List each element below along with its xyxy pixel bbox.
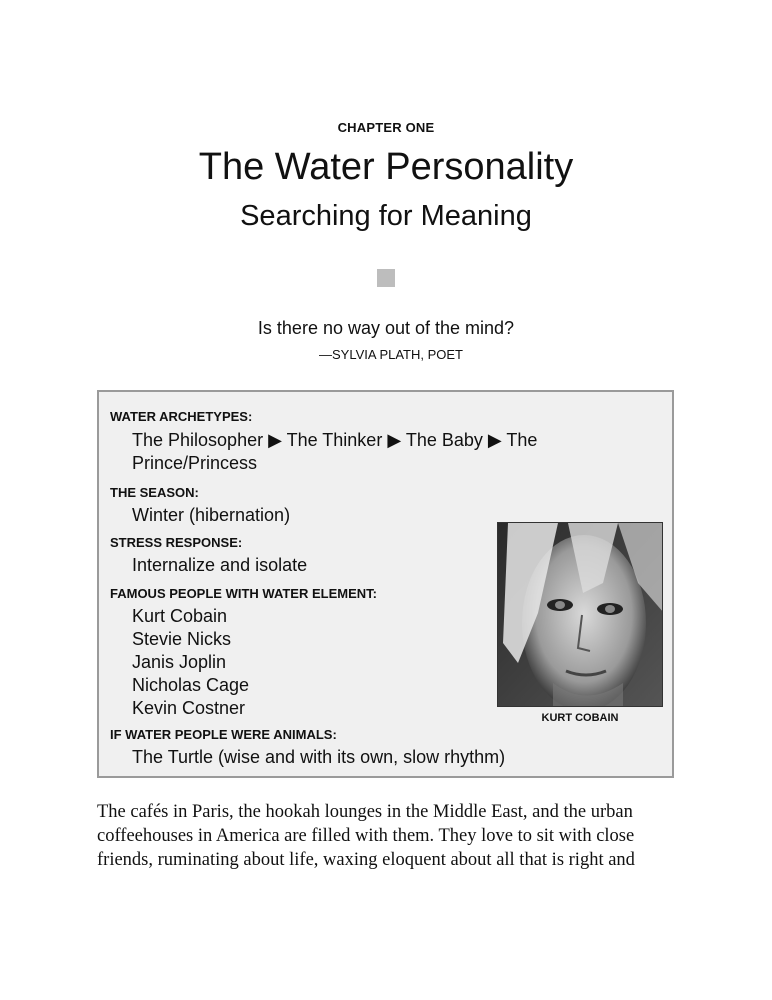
- epigraph-attribution: —SYLVIA PLATH, POET: [318, 347, 463, 362]
- famous-people-list: [110, 605, 377, 720]
- archetypes-heading: WATER ARCHETYPES:: [110, 409, 253, 424]
- chapter-label: CHAPTER ONE: [337, 120, 435, 135]
- chapter-title: The Water Personality: [198, 146, 574, 188]
- famous-heading: FAMOUS PEOPLE WITH WATER ELEMENT:: [110, 586, 377, 601]
- famous-person: Janis Joplin: [132, 652, 227, 672]
- season-section: [110, 485, 290, 527]
- ornament-square: [377, 269, 395, 287]
- paragraph-line: coffeehouses in America are filled with them. They love to sit with close: [97, 826, 635, 846]
- archetypes-line-1: The Philosopher ▶ The Thinker ▶ The Baby ▶ The: [132, 430, 538, 450]
- epigraph-quote: Is there no way out of the mind?: [257, 318, 515, 338]
- famous-section: [110, 586, 377, 720]
- photo-caption: KURT COBAIN: [541, 712, 619, 724]
- archetypes-line-2: Prince/Princess: [132, 453, 258, 473]
- body-paragraph: [97, 800, 677, 872]
- famous-person: Kurt Cobain: [132, 606, 228, 626]
- season-heading: THE SEASON:: [110, 485, 199, 500]
- animals-value: The Turtle (wise and with its own, slow rhythm): [132, 747, 506, 767]
- stress-heading: STRESS RESPONSE:: [110, 535, 243, 550]
- archetypes-section: [110, 409, 537, 475]
- portrait-photo: [497, 522, 663, 707]
- portrait-image: [498, 523, 663, 707]
- stress-value: Internalize and isolate: [132, 555, 308, 575]
- stress-section: [110, 535, 307, 577]
- water-profile-sidebar: [97, 390, 674, 778]
- chapter-subtitle: Searching for Meaning: [240, 200, 532, 232]
- famous-person: Nicholas Cage: [132, 675, 250, 695]
- paragraph-line: The cafés in Paris, the hookah lounges in the Middle East, and the urban: [97, 802, 633, 822]
- animals-section: [110, 727, 505, 769]
- famous-person: Kevin Costner: [132, 698, 246, 718]
- season-value: Winter (hibernation): [132, 505, 291, 525]
- famous-person: Stevie Nicks: [132, 629, 232, 649]
- animals-heading: IF WATER PEOPLE WERE ANIMALS:: [110, 727, 337, 742]
- paragraph-line: friends, ruminating about life, waxing eloquent about all that is right and: [97, 850, 635, 870]
